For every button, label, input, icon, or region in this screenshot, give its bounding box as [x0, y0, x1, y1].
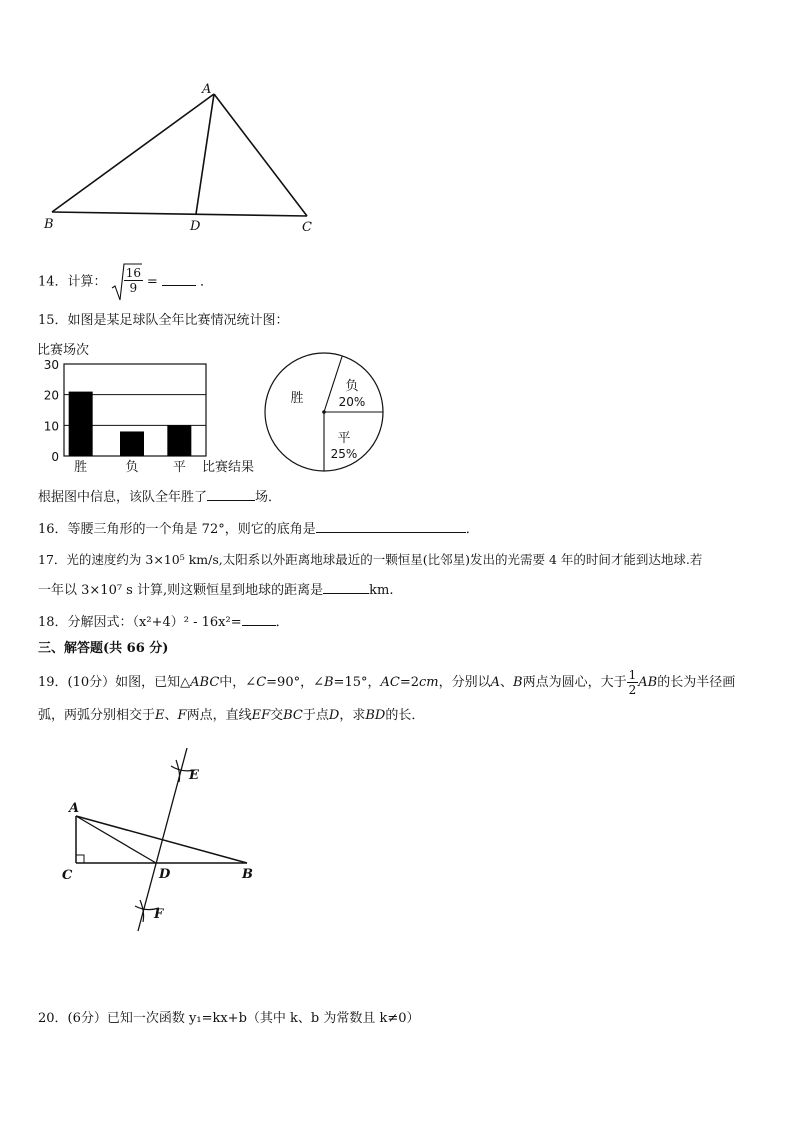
- pie-slice-label: 胜: [290, 391, 304, 406]
- q19-b: B: [323, 675, 334, 690]
- q19-text: 两点，直线: [186, 708, 252, 723]
- label-B: B: [242, 867, 253, 882]
- bar-chart-category-label: 平: [172, 460, 186, 475]
- q19-text: 中，∠: [219, 675, 257, 690]
- arc-mark-E2: [176, 760, 180, 782]
- triangle-figure-2: [55, 748, 275, 938]
- q19-text: 于点: [302, 708, 329, 723]
- q14-end: ．: [200, 274, 214, 290]
- label-F: F: [154, 907, 164, 922]
- label-A: A: [69, 801, 80, 816]
- question-17-line-1: 17．光的速度约为 3×10⁵ km/s,太阳系以外距离地球最近的一颗恒星(比邻星)发出的光需要 4 年的时间才能到达地球.若: [38, 552, 703, 567]
- sqrt-fraction: [124, 266, 143, 295]
- bar-chart-ytick-label: 10: [43, 419, 59, 434]
- answer-blank-16[interactable]: [316, 520, 466, 533]
- question-15: 15．如图是某足球队全年比赛情况统计图：: [38, 313, 289, 328]
- q19-b: B: [513, 675, 523, 690]
- q19-text: 交: [270, 708, 284, 723]
- q19-abc: ABC: [190, 675, 220, 690]
- pie-center-dot: [322, 410, 326, 414]
- q19-bc: BC: [283, 708, 303, 723]
- fraction-denominator: 2: [628, 683, 637, 697]
- bar-chart-ytick-label: 0: [51, 450, 59, 464]
- pie-slice-label: 平: [337, 431, 351, 446]
- bar-2: [120, 431, 144, 456]
- q19-a: A: [490, 675, 501, 690]
- q19-text: 弧，两弧分别相交于: [38, 708, 156, 723]
- q19-text: 两点为圆心，大于: [522, 675, 627, 690]
- label-E: E: [189, 768, 199, 783]
- question-14: [38, 262, 213, 302]
- bar-chart-xlabel: 比赛结果: [202, 460, 255, 475]
- bar-chart-ytick-label: 30: [43, 358, 59, 372]
- segment-AC: [214, 94, 307, 216]
- segment-BC: [52, 212, 307, 216]
- fraction-denominator: 9: [129, 281, 138, 295]
- label-D: D: [159, 867, 171, 882]
- segment-AB: [52, 94, 214, 212]
- answer-blank-14[interactable]: [162, 273, 196, 286]
- question-16: [38, 520, 479, 539]
- q19-d: D: [328, 708, 340, 723]
- question-15-answer-line: [38, 488, 281, 507]
- question-19-line-1: [38, 668, 735, 697]
- q16-end: ．: [465, 522, 479, 537]
- bar-chart-ytick-label: 20: [43, 388, 59, 403]
- q19-text: 的长．: [385, 708, 425, 723]
- q19-ab: AB: [638, 675, 658, 690]
- bar-3: [167, 425, 191, 456]
- answer-blank-18[interactable]: [242, 613, 276, 626]
- fraction-numerator: 16: [125, 266, 141, 280]
- bar-chart-ylabel: 比赛场次: [37, 343, 90, 358]
- q18-text: 18．分解因式：（x²+4）² - 16x²=: [38, 615, 242, 630]
- q19-text: ，分别以: [438, 675, 491, 690]
- answer-blank-15[interactable]: [207, 488, 255, 501]
- q17-unit: km.: [369, 583, 394, 598]
- label-D: D: [190, 219, 201, 234]
- fraction-numerator: 1: [628, 668, 637, 682]
- q17-line2-text: 一年以 3×10⁷ s 计算,则这颗恒星到地球的距离是: [38, 583, 324, 598]
- segment-AB: [76, 816, 247, 863]
- q15-end: 场．: [255, 490, 282, 505]
- question-20: 20．(6分）已知一次函数 y₁=kx+b（其中 k、b 为常数且 k≠0）: [38, 1011, 420, 1026]
- q19-e: E: [155, 708, 165, 723]
- q19-text: =90°，∠: [266, 675, 324, 690]
- sqrt-expression: [111, 262, 143, 302]
- triangle-figure-1: [30, 78, 330, 238]
- pie-slice-percent: 20%: [338, 395, 366, 409]
- one-half-fraction: [627, 668, 639, 697]
- q19-text: =15°，: [333, 675, 381, 690]
- equals-sign: =: [146, 274, 158, 290]
- q19-text: 、: [164, 708, 178, 723]
- segment-AD: [76, 816, 156, 863]
- q19-ef: EF: [251, 708, 271, 723]
- q15-after-text: 根据图中信息，该队全年胜了: [38, 490, 208, 505]
- section-3-title: 三、解答题(共 66 分): [38, 641, 169, 656]
- pie-slice-percent: 25%: [330, 447, 358, 461]
- q19-text: 的长为半径画: [657, 675, 736, 690]
- q19-text: ，求: [339, 708, 366, 723]
- answer-blank-17[interactable]: [323, 581, 369, 594]
- right-angle-mark: [76, 855, 84, 863]
- q19-text: =2: [399, 675, 419, 690]
- label-A: A: [202, 82, 212, 97]
- q19-c: C: [256, 675, 267, 690]
- q19-cm: cm: [419, 675, 439, 690]
- q18-end: ．: [275, 615, 289, 630]
- label-C: C: [62, 868, 73, 883]
- label-B: B: [44, 217, 54, 232]
- label-C: C: [302, 220, 312, 235]
- q19-bd: BD: [365, 708, 386, 723]
- q19-text: 19．(10分）如图，已知△: [38, 675, 191, 690]
- q19-ac: AC: [380, 675, 400, 690]
- pie-slice-label: 负: [345, 379, 359, 394]
- segment-AD: [196, 94, 214, 214]
- bar-chart-category-label: 胜: [74, 460, 88, 475]
- question-18: [38, 613, 289, 632]
- question-19-line-2: [38, 707, 424, 725]
- q19-f: F: [177, 708, 187, 723]
- q16-text: 16．等腰三角形的一个角是 72°，则它的底角是: [38, 522, 316, 537]
- pie-chart: [262, 350, 392, 474]
- q19-text: 、: [500, 675, 514, 690]
- bar-chart: [34, 338, 274, 478]
- q14-prefix: 14．计算：: [38, 274, 107, 290]
- bar-1: [69, 392, 93, 456]
- question-17-line-2: [38, 581, 393, 600]
- bar-chart-category-label: 负: [125, 460, 139, 475]
